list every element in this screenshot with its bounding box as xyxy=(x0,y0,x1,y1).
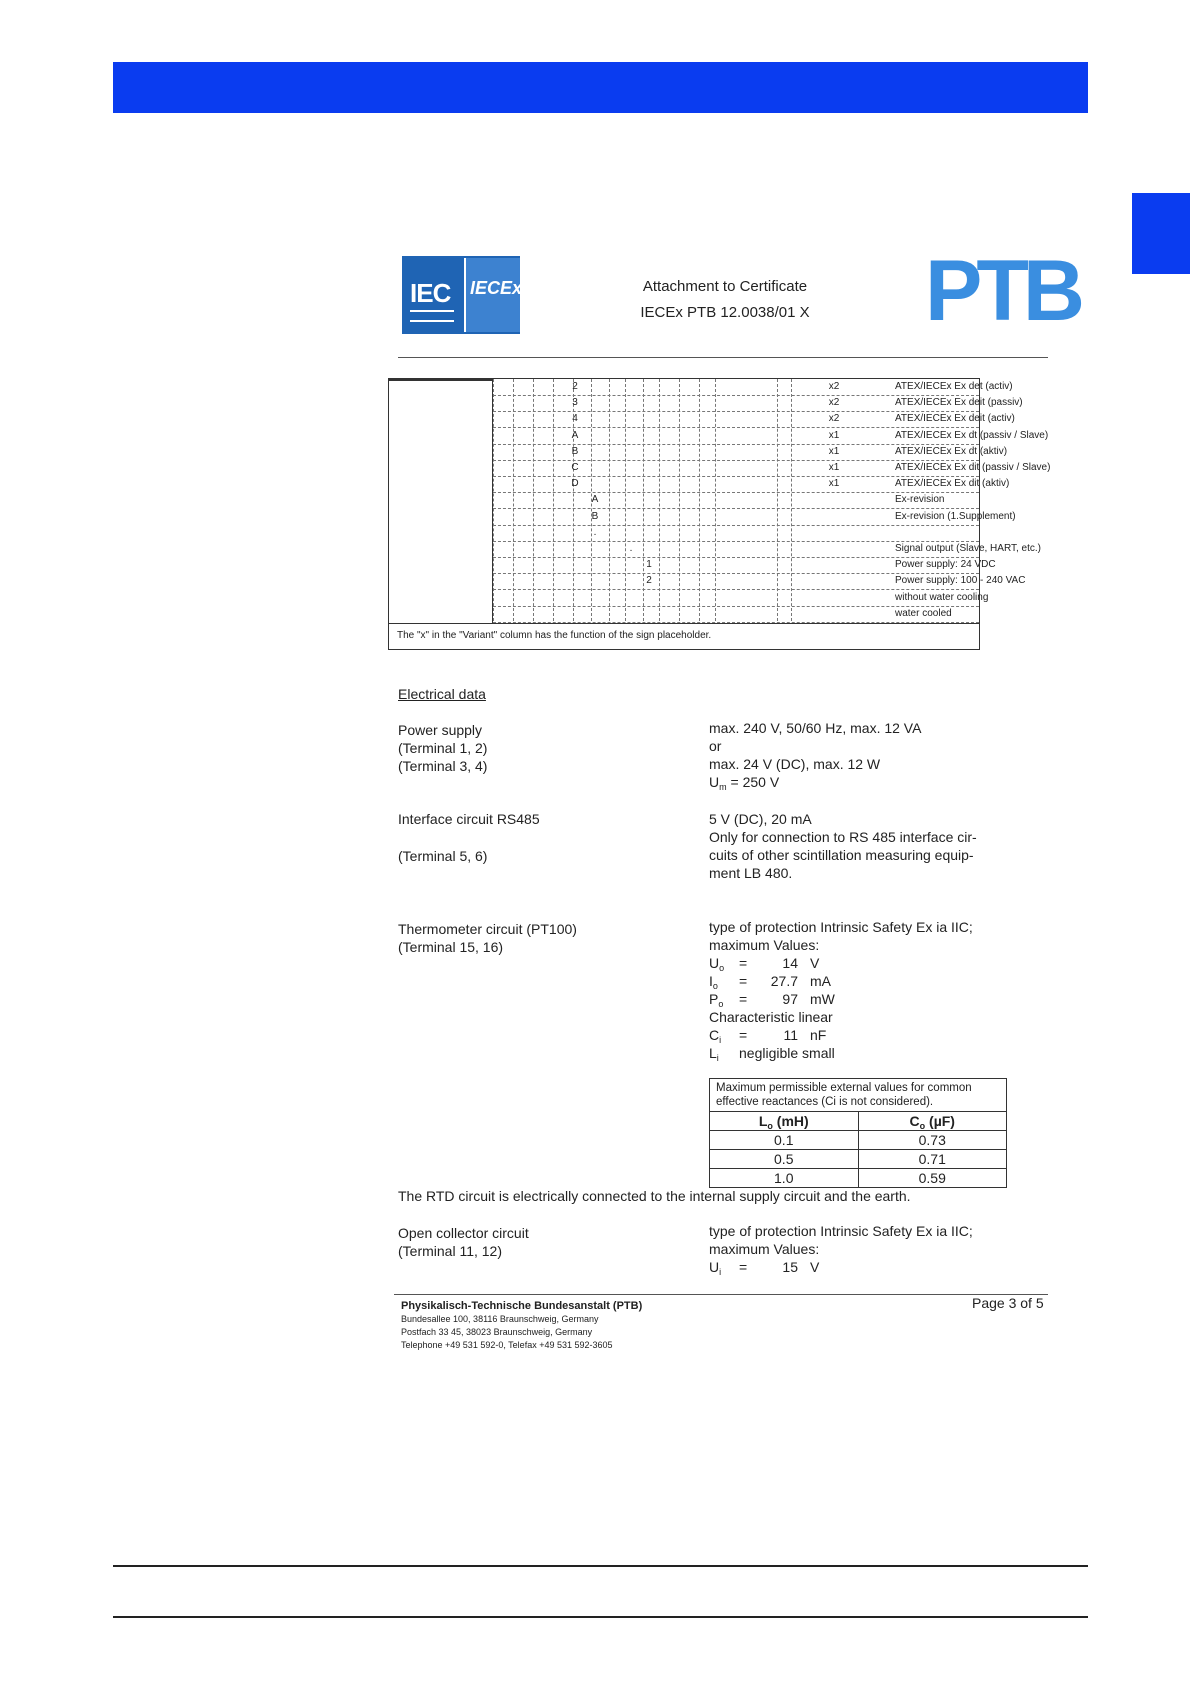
um-value: = 250 V xyxy=(726,774,780,790)
ci-symbol: C xyxy=(709,1027,720,1043)
rs485-label: Interface circuit RS485 xyxy=(398,811,540,827)
certificate-number: IECEx PTB 12.0038/01 X xyxy=(640,304,810,321)
rs485-terminal: (Terminal 5, 6) xyxy=(398,848,488,864)
co-subscript: o xyxy=(919,1121,926,1131)
thermo-po-unit: mW xyxy=(810,991,835,1007)
po-symbol: P xyxy=(709,991,719,1007)
variant-code: . xyxy=(629,543,633,554)
lo-unit: (mH) xyxy=(772,1113,809,1129)
variant-description: ATEX/IECEx Ex dit (passiv / Slave) xyxy=(895,462,1051,473)
variant-code: 1 xyxy=(646,559,652,571)
li-subscript: i xyxy=(716,1053,719,1063)
thermo-po-eq: = xyxy=(739,991,748,1007)
footer-address-1: Bundesallee 100, 38116 Braunschweig, Germany xyxy=(401,1314,599,1324)
variant-code: 3 xyxy=(572,397,578,409)
thermo-io-value: 27.7 xyxy=(770,973,798,989)
table-row xyxy=(493,460,1051,477)
page-footer-line-top xyxy=(113,1565,1088,1567)
lo-cell: 0.5 xyxy=(710,1150,859,1168)
table-row xyxy=(493,590,989,607)
rtd-note: The RTD circuit is electrically connected to the internal supply circuit and the earth. xyxy=(398,1188,911,1204)
variant-description: ATEX/IECEx Ex dit (aktiv) xyxy=(895,478,1010,490)
rs485-note-line2: cuits of other scintillation measuring equip- xyxy=(709,847,974,863)
variant-code: . xyxy=(593,526,597,538)
variant-code: 2 xyxy=(646,575,652,587)
po-subscript: o xyxy=(718,999,724,1009)
variant-description: Ex-revision (1.Supplement) xyxy=(895,510,1016,522)
variant-description: Power supply: 100 - 240 VAC xyxy=(895,575,1026,587)
iecex-logo-text: IECEx xyxy=(470,278,523,298)
variant-code: B xyxy=(571,445,579,457)
electrical-data-heading: Electrical data xyxy=(398,686,486,702)
thermo-li-value: negligible small xyxy=(739,1045,835,1061)
open-collector-label: Open collector circuit xyxy=(398,1225,529,1241)
variant-description: without water cooling xyxy=(895,591,989,603)
power-supply-label: Power supply xyxy=(398,722,483,738)
max-table-header xyxy=(710,1112,1006,1131)
open-collector-ui-unit: V xyxy=(810,1259,820,1275)
variant-table xyxy=(388,378,1051,650)
iec-logo-text: IEC xyxy=(410,278,451,308)
variant-placeholder: x2 xyxy=(828,397,840,409)
power-supply-or: or xyxy=(709,738,722,754)
ptb-logo: PTB xyxy=(925,243,1079,339)
co-cell: 0.71 xyxy=(918,1151,946,1167)
table-row xyxy=(493,525,979,542)
uo-symbol: U xyxy=(709,955,720,971)
max-table-header-lo xyxy=(710,1112,859,1130)
power-supply-terminal-1: (Terminal 1, 2) xyxy=(398,740,488,756)
max-table-header-co xyxy=(859,1112,1007,1130)
co-symbol: C xyxy=(909,1113,920,1129)
variant-description: ATEX/IECEx Ex det (activ) xyxy=(895,381,1013,392)
variant-placeholder: x1 xyxy=(828,429,840,441)
thermo-po-value: 97 xyxy=(782,991,798,1007)
certificate-title-line1: Attachment to Certificate xyxy=(642,278,808,295)
table-row xyxy=(493,509,1016,526)
variant-placeholder: x1 xyxy=(828,478,840,490)
open-collector-terminal: (Terminal 11, 12) xyxy=(398,1243,503,1259)
uo-subscript: o xyxy=(719,963,725,973)
um-symbol: U xyxy=(709,774,720,790)
thermo-ci-value: 11 xyxy=(783,1027,798,1043)
variant-description: ATEX/IECEx Ex dt (aktiv) xyxy=(895,445,1008,457)
variant-description: ATEX/IECEx Ex dt (passiv / Slave) xyxy=(895,429,1049,441)
thermometer-max-values: maximum Values: xyxy=(709,937,820,953)
io-symbol: I xyxy=(709,973,713,989)
thermo-io-unit: mA xyxy=(810,973,831,989)
variant-description: Signal output (Slave, HART, etc.) xyxy=(895,543,1041,554)
table-row xyxy=(710,1150,1006,1169)
table-row xyxy=(493,476,1010,493)
open-collector-ui-row xyxy=(709,1258,721,1281)
footer-address-2: Postfach 33 45, 38023 Braunschweig, Germany xyxy=(401,1327,593,1337)
thermo-uo-eq: = xyxy=(739,955,748,971)
table-row xyxy=(493,444,1008,461)
open-collector-max-values: maximum Values: xyxy=(709,1241,820,1257)
thermo-io-eq: = xyxy=(739,973,748,989)
ui-symbol: U xyxy=(709,1259,720,1275)
table-row xyxy=(493,492,979,509)
table-row xyxy=(493,411,1015,428)
variant-description: water cooled xyxy=(895,607,952,619)
variant-code: 2 xyxy=(572,381,578,392)
variant-code: A xyxy=(591,494,599,506)
open-collector-ui-value: 15 xyxy=(782,1259,798,1275)
variant-placeholder: x2 xyxy=(828,381,840,392)
thermo-characteristic: Characteristic linear xyxy=(709,1009,833,1025)
variant-code: D xyxy=(571,478,579,490)
table-row xyxy=(493,557,996,574)
thermo-li-row xyxy=(709,1044,719,1067)
variant-table-label-box xyxy=(389,379,493,623)
top-banner xyxy=(113,62,1088,113)
open-collector-protection: type of protection Intrinsic Safety Ex ia IIC; xyxy=(709,1223,973,1239)
power-supply-terminal-2: (Terminal 3, 4) xyxy=(398,758,488,774)
power-supply-ac: max. 240 V, 50/60 Hz, max. 12 VA xyxy=(709,720,922,736)
thermo-uo-unit: V xyxy=(810,955,820,971)
thermometer-terminal: (Terminal 15, 16) xyxy=(398,939,504,955)
header-divider xyxy=(398,357,1048,358)
max-external-values-table xyxy=(709,1078,1007,1188)
table-row xyxy=(493,573,1026,590)
table-row xyxy=(493,428,1049,445)
table-row xyxy=(710,1131,1006,1150)
variant-description: Ex-revision xyxy=(895,494,945,506)
variant-table-note: The "x" in the "Variant" column has the function of the sign placeholder. xyxy=(397,630,712,641)
power-supply-um xyxy=(709,773,779,796)
power-supply-dc: max. 24 V (DC), max. 12 W xyxy=(709,756,881,772)
thermometer-label: Thermometer circuit (PT100) xyxy=(398,921,577,937)
co-cell: 0.59 xyxy=(918,1170,946,1186)
variant-description: Power supply: 24 VDC xyxy=(895,559,996,571)
table-row xyxy=(493,379,1013,396)
iec-iecex-logo xyxy=(402,256,523,334)
ci-subscript: i xyxy=(719,1035,722,1045)
page-footer-line-bottom xyxy=(113,1616,1088,1618)
thermometer-protection: type of protection Intrinsic Safety Ex ia IIC; xyxy=(709,919,973,935)
lo-cell: 1.0 xyxy=(710,1169,859,1187)
li-symbol: L xyxy=(709,1045,717,1061)
rs485-note-line3: ment LB 480. xyxy=(709,865,793,881)
max-table-caption: Maximum permissible external values for common effective reactances (Ci is not considered). xyxy=(710,1079,1006,1112)
table-row xyxy=(493,606,979,623)
variant-code: C xyxy=(571,462,579,473)
iecex-logo xyxy=(464,258,523,332)
io-subscript: o xyxy=(712,981,718,991)
variant-code: 4 xyxy=(572,413,578,425)
variant-placeholder: x1 xyxy=(828,445,840,457)
variant-placeholder: x1 xyxy=(828,462,840,473)
variant-code: B xyxy=(591,510,599,522)
um-subscript: m xyxy=(719,782,727,792)
side-tab xyxy=(1132,193,1190,274)
variant-description: ATEX/IECEx Ex deit (passiv) xyxy=(895,397,1023,409)
ui-subscript: i xyxy=(719,1267,722,1277)
variant-description: ATEX/IECEx Ex deit (activ) xyxy=(895,413,1015,425)
rs485-note-line1: Only for connection to RS 485 interface cir- xyxy=(709,829,977,845)
certificate-footer-divider xyxy=(394,1294,1048,1295)
lo-symbol: L xyxy=(758,1113,768,1129)
co-cell: 0.73 xyxy=(918,1132,946,1148)
rs485-rating: 5 V (DC), 20 mA xyxy=(709,811,812,827)
iec-logo-lines xyxy=(410,310,454,322)
table-row xyxy=(710,1169,1006,1187)
footer-phone: Telephone +49 531 592-0, Telefax +49 531 592-3605 xyxy=(401,1340,613,1350)
certificate-title xyxy=(560,274,890,326)
thermo-ci-eq: = xyxy=(739,1027,748,1043)
thermo-ci-unit: nF xyxy=(810,1027,827,1043)
table-row xyxy=(493,541,1041,558)
co-unit: (µF) xyxy=(925,1113,955,1129)
table-row xyxy=(493,395,1023,412)
thermo-uo-value: 14 xyxy=(782,955,798,971)
footer-organization: Physikalisch-Technische Bundesanstalt (PTB) xyxy=(401,1300,643,1312)
variant-table-note-divider xyxy=(389,623,979,624)
variant-code: A xyxy=(571,429,579,441)
lo-subscript: o xyxy=(767,1121,773,1131)
lo-cell: 0.1 xyxy=(710,1131,859,1149)
variant-placeholder: x2 xyxy=(828,413,840,425)
open-collector-ui-eq: = xyxy=(739,1259,748,1275)
page-number: Page 3 of 5 xyxy=(972,1295,1044,1311)
